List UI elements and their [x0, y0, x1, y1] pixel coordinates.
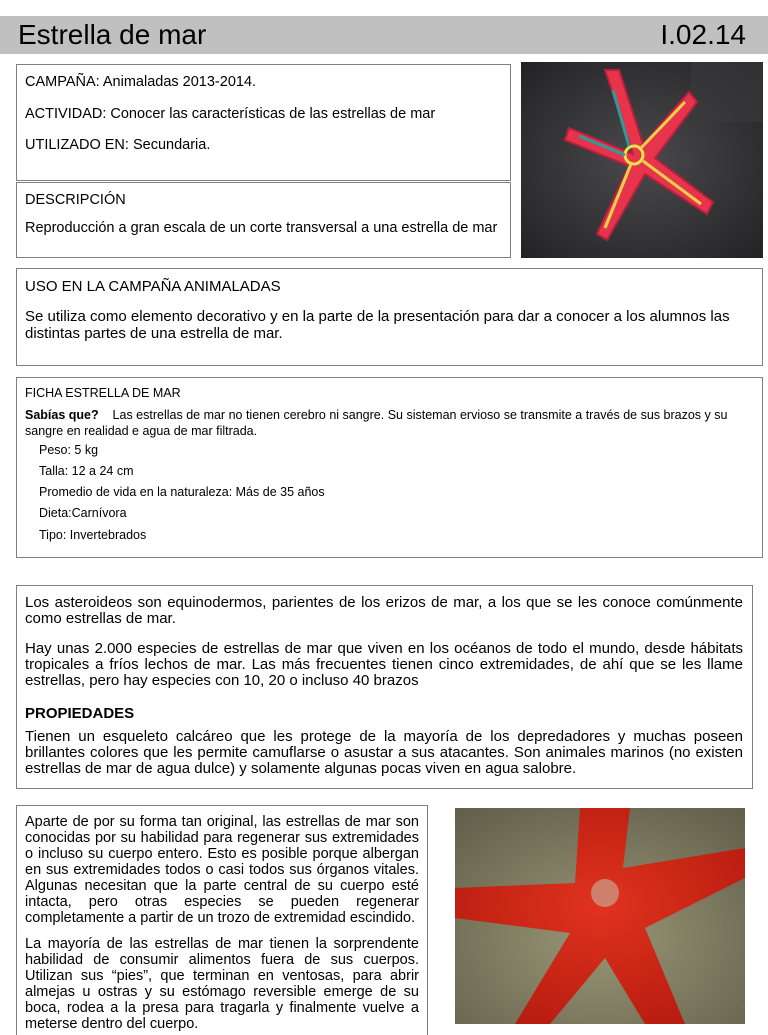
starfish-model-photo — [521, 62, 763, 258]
activity-line: ACTIVIDAD: Conocer las características de las estrellas de mar — [25, 106, 436, 122]
properties-heading: PROPIEDADES — [25, 705, 135, 722]
fact-weight: Peso: 5 kg — [39, 443, 99, 457]
did-you-know-text: Las estrellas de mar no tienen cerebro ni sangre. Su sisteman ervioso se transmite a través de sus brazos y su sangre en realidad e agua de mar filtrada. — [25, 408, 728, 438]
fact-size: Talla: 12 a 24 cm — [39, 464, 134, 478]
title-bar — [0, 16, 768, 54]
general-paragraph-1: Los asteroideos son equinodermos, parientes de los erizos de mar, a los que se les conoce comúnmente como estrellas de mar. — [25, 594, 743, 627]
regeneration-paragraph-2: La mayoría de las estrellas de mar tienen la sorprendente habilidad de consumir alimentos fuera de sus cuerpos. Utilizan sus “pies”, que terminan en ventosas, para abrir almejas u ostras y su estómago reversible emerge de su boca, rodea a la presa para tragarla y finalmente vuelve a meterse dentro del cuerpo. — [25, 936, 419, 1032]
usage-heading: USO EN LA CAMPAÑA ANIMALADAS — [25, 278, 281, 295]
fact-diet: Dieta:Carnívora — [39, 506, 127, 520]
red-starfish-image — [455, 808, 745, 1024]
page-title: Estrella de mar — [18, 19, 207, 50]
general-info-box — [16, 585, 753, 789]
description-box — [16, 182, 511, 258]
regeneration-box — [16, 805, 428, 1035]
document-code: I.02.14 — [660, 19, 746, 50]
fact-lifespan: Promedio de vida en la naturaleza: Más de 35 años — [39, 485, 325, 499]
usage-text: Se utiliza como elemento decorativo y en la parte de la presentación para dar a conocer a los alumnos las distintas partes de una estrella de mar. — [25, 308, 730, 342]
description-heading: DESCRIPCIÓN — [25, 192, 126, 208]
fact-type: Tipo: Invertebrados — [39, 528, 147, 542]
description-text: Reproducción a gran escala de un corte transversal a una estrella de mar — [25, 220, 498, 236]
info-box — [16, 64, 511, 181]
did-you-know — [25, 407, 757, 439]
general-paragraph-2: Hay unas 2.000 especies de estrellas de mar que viven en los océanos de todo el mundo, desde hábitats tropicales a fríos lechos de mar. Las más frecuentes tienen cinco extremidades, de ahí que se les llame estrellas, pero hay especies con 10, 20 o incluso 40 brazos — [25, 640, 743, 689]
regeneration-paragraph-1: Aparte de por su forma tan original, las estrellas de mar son conocidas por su habilidad para regenerar sus extremidades o incluso su cuerpo entero. Esto es posible porque albergan en sus extremidades todos o casi todos sus órganos vitales. Algunas necesitan que la parte central de su cuerpo esté intacta, pero otras especies se pueden regenerar completamente a partir de un trozo de extremidad escindido. — [25, 814, 419, 926]
used-in-line: UTILIZADO EN: Secundaria. — [25, 137, 211, 153]
fact-sheet-box — [16, 377, 763, 558]
did-you-know-label: Sabías que? — [25, 408, 99, 422]
properties-paragraph: Tienen un esqueleto calcáreo que les protege de la mayoría de los depredadores y muchas poseen brillantes colores que les permite camuflarse o asustar a sus atacantes. Son animales marinos (no existen estrellas de mar de agua dulce) y solamente algunas pocas viven en agua salobre. — [25, 728, 743, 777]
starfish-photo — [455, 808, 745, 1024]
usage-box — [16, 268, 763, 366]
red-starfish-model-image — [521, 62, 763, 258]
fact-sheet-heading: FICHA ESTRELLA DE MAR — [25, 386, 181, 400]
campaign-line: CAMPAÑA: Animaladas 2013-2014. — [25, 74, 257, 90]
